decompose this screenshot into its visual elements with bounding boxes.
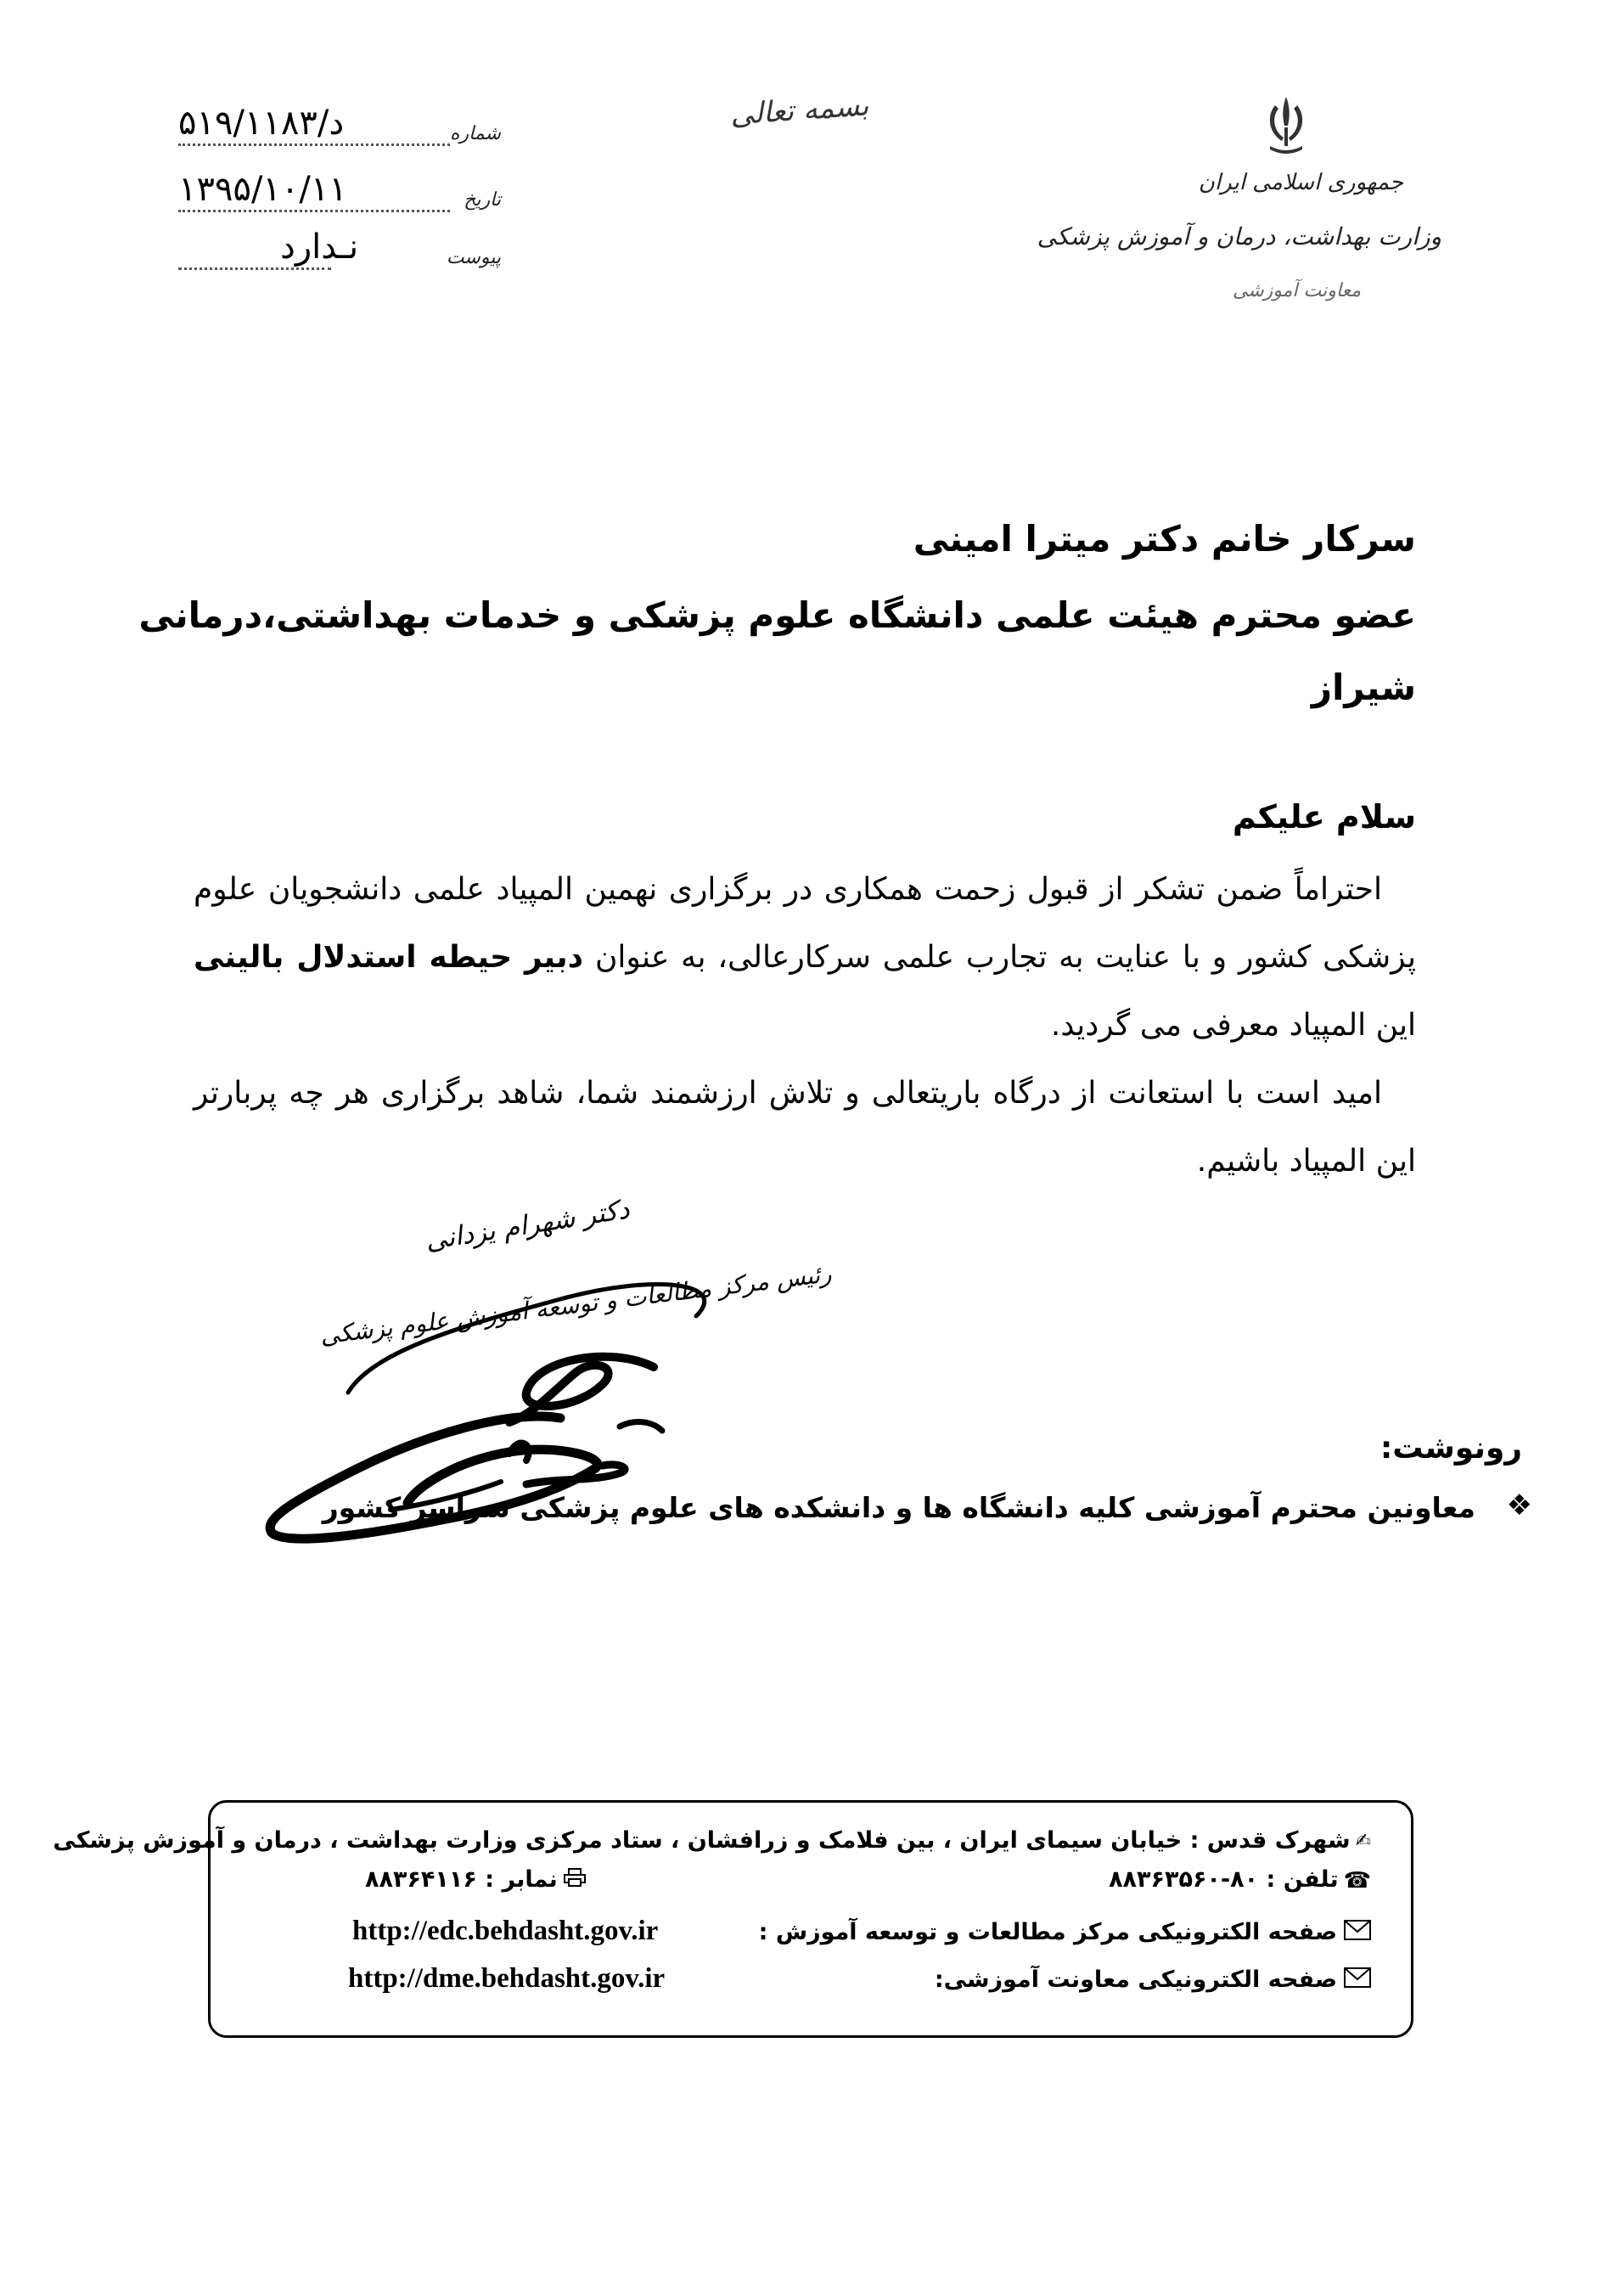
- footer-phone: [1109, 1866, 1371, 1894]
- letter-date-label: تاریخ: [464, 189, 501, 211]
- footer-edc: [759, 1919, 1371, 1946]
- signatory-title: رئیس مرکز مطالعات و توسعه آموزش علوم پزشکی: [318, 1259, 834, 1350]
- recipient-city: شیراز: [1311, 667, 1416, 708]
- body-emphasis: دبیر حیطه استدلال بالینی: [194, 940, 584, 975]
- letter-attachment-value: نـدارد: [280, 228, 359, 267]
- edc-url-link[interactable]: http://edc.behdasht.gov.ir: [352, 1916, 659, 1946]
- printer-icon: [563, 1867, 587, 1894]
- body-text: این المپیاد معرفی می گردید.: [1050, 1008, 1416, 1043]
- footer-dme-label: صفحه الکترونیکی معاونت آموزشی:: [934, 1967, 1337, 1993]
- letter-attachment-label: پیوست: [446, 247, 501, 268]
- org-line-3: معاونت آموزشی: [1232, 280, 1361, 301]
- footer-address-text: شهرک قدس : خیابان سیمای ایران ، بین فلامک و زرافشان ، ستاد مرکزی وزارت بهداشت ، درمان و آموزش پزشکی: [53, 1827, 1351, 1854]
- cc-item: معاونین محترم آموزشی کلیه دانشگاه ها و دانشکده های علوم پزشکی سراسر کشور: [322, 1491, 1475, 1524]
- org-line-1: جمهوری اسلامی ایران: [1198, 170, 1403, 195]
- footer-fax-text: نمابر : ۸۸۳۶۴۱۱۶: [365, 1866, 558, 1893]
- pen-icon: ✍: [1355, 1831, 1371, 1852]
- body-paragraph-2: امید است با استعانت از درگاه باریتعالی و تلاش ارزشمند شما، شاهد برگزاری هر چه پربارتر این المپیاد باشیم.: [194, 1076, 1416, 1179]
- footer-phone-text: تلفن : ۸۰-۸۸۳۶۳۵۶۰: [1109, 1866, 1339, 1893]
- letter-attachment-row: [178, 219, 501, 270]
- footer-fax: [365, 1866, 587, 1894]
- letter-number-label: شماره: [449, 123, 501, 144]
- recipient-position: عضو محترم هیئت علمی دانشگاه علوم پزشکی و خدمات بهداشتی،درمانی: [138, 594, 1416, 636]
- phone-icon: ☎: [1343, 1867, 1371, 1894]
- body-text: احتراماً ضمن تشکر از قبول زحمت همکاری در برگزاری نهمین المپیاد علمی دانشجویان علوم پزشکی کشور و با عنایت به تجارب علمی سرکارعالی، به عنوان: [194, 872, 1416, 975]
- cc-label: رونوشت:: [1380, 1431, 1522, 1466]
- mail-icon: [1344, 1920, 1371, 1946]
- letter-number-row: [178, 95, 501, 146]
- footer-dme: [935, 1967, 1371, 1994]
- body-paragraph-1: [194, 856, 1416, 1060]
- org-line-2: وزارت بهداشت، درمان و آموزش پزشکی: [1037, 222, 1441, 250]
- footer-address: [53, 1827, 1371, 1854]
- letter-date-row: [178, 161, 501, 212]
- dotted-line: [178, 210, 450, 212]
- dme-url-link[interactable]: http://dme.behdasht.gov.ir: [348, 1963, 666, 1994]
- greeting: سلام علیکم: [1232, 798, 1416, 836]
- letter-number-value: د/۵۱۹/۱۱۸۳: [178, 104, 345, 143]
- iran-emblem-icon: [1256, 93, 1316, 158]
- diamond-bullet-icon: ❖: [1506, 1488, 1532, 1522]
- recipient-name: سرکار خانم دکتر میترا امینی: [913, 518, 1416, 560]
- basmala: بسمه تعالی: [728, 88, 870, 132]
- letter-date-value: ۱۳۹۵/۱۰/۱۱: [178, 170, 347, 209]
- mail-icon: [1344, 1967, 1371, 1994]
- footer-edc-label: صفحه الکترونیکی مرکز مطالعات و توسعه آموزش :: [758, 1919, 1337, 1945]
- dotted-line: [178, 267, 331, 270]
- signatory-name: دکتر شهرام یزدانی: [423, 1194, 632, 1257]
- dotted-line: [178, 144, 450, 146]
